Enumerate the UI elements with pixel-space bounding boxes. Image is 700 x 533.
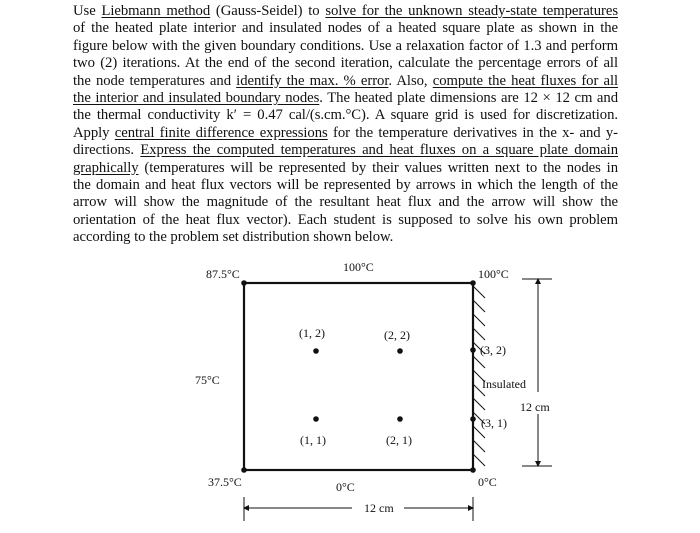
text-segment: . The heated plate dimensions are 12 × 12 cm and — [319, 90, 618, 107]
text-segment: (Gauss-Seidel) to — [210, 3, 326, 19]
corner-node-top-left — [241, 280, 247, 286]
node-label-2-2: (2, 2) — [384, 328, 410, 342]
text-line-12: arrow will show the magnitude of the resultant heat flux and the arrow will show the — [73, 194, 618, 211]
text-line-11: the domain and heat flux vectors will be represented by arrows in which the length of the — [73, 177, 618, 194]
underlined-phrase: compute the heat fluxes for all — [432, 72, 619, 89]
node-2-2 — [397, 348, 403, 354]
underlined-phrase: solve for the unknown steady-state temperatures — [325, 3, 618, 19]
corner-node-top-right — [470, 280, 476, 286]
text-line-3: figure below with the given boundary conditions. Use a relaxation factor of 1.3 and perform — [73, 37, 618, 54]
text-line-14: according to the problem set distribution shown below. — [73, 229, 394, 246]
node-3-1 — [470, 416, 476, 422]
bottom-boundary-temperature: 0°C — [336, 480, 355, 494]
corner-node-bottom-right — [470, 467, 476, 473]
underlined-phrase: Express the computed temperatures and heat fluxes on a square plate domain — [140, 142, 618, 159]
insulated-label: Insulated — [482, 377, 526, 391]
node-label-3-2: (3, 2) — [480, 343, 506, 357]
underlined-phrase: the interior and insulated boundary nodes — [73, 90, 320, 107]
left-boundary-temperature: 75°C — [195, 373, 220, 387]
text-segment: directions. — [73, 142, 141, 159]
node-label-1-2: (1, 2) — [299, 326, 325, 340]
top-left-corner-temperature: 87.5°C — [206, 267, 240, 281]
node-2-1 — [397, 416, 403, 422]
text-line-13: orientation of the heat flux vector). Each student is supposed to solve his own problem — [73, 211, 618, 228]
node-1-2 — [313, 348, 319, 354]
node-1-1 — [313, 416, 319, 422]
node-label-1-1: (1, 1) — [300, 433, 326, 447]
text-line-7: the thermal conductivity k′ = 0.47 cal/(s.cm.°C). A square grid is used for discretization. — [73, 107, 618, 124]
text-segment: the node temperatures and — [73, 72, 237, 89]
text-line-4: two (2) iterations. At the end of the second iteration, calculate the percentage errors of all — [73, 55, 618, 72]
underlined-phrase: Liebmann method — [101, 3, 211, 19]
text-segment: (temperatures will be represented by their values written next to the nodes in — [138, 159, 618, 176]
node-3-2 — [470, 347, 476, 353]
insulation-hatching — [473, 286, 485, 466]
top-right-corner-temperature: 100°C — [478, 267, 509, 281]
node-label-3-1: (3, 1) — [481, 416, 507, 430]
bottom-left-corner-temperature: 37.5°C — [208, 475, 242, 489]
width-dimension-label: 12 cm — [364, 501, 394, 515]
node-label-2-1: (2, 1) — [386, 433, 412, 447]
underlined-phrase: identify the max. % error — [236, 72, 389, 89]
text-segment: Apply — [73, 124, 115, 141]
underlined-phrase: central finite difference expressions — [114, 124, 328, 141]
text-segment: Use — [73, 3, 102, 19]
top-boundary-temperature: 100°C — [343, 260, 374, 274]
text-line-2: of the heated plate interior and insulated nodes of a heated square plate as shown in the — [73, 20, 618, 37]
underlined-phrase: graphically — [73, 159, 139, 176]
plate-boundary — [244, 283, 473, 470]
bottom-right-corner-temperature: 0°C — [478, 475, 497, 489]
text-segment: . Also, — [388, 72, 433, 89]
corner-node-bottom-left — [241, 467, 247, 473]
text-segment: for the temperature derivatives in the x- and y- — [327, 124, 619, 141]
height-dimension-label: 12 cm — [520, 400, 550, 414]
